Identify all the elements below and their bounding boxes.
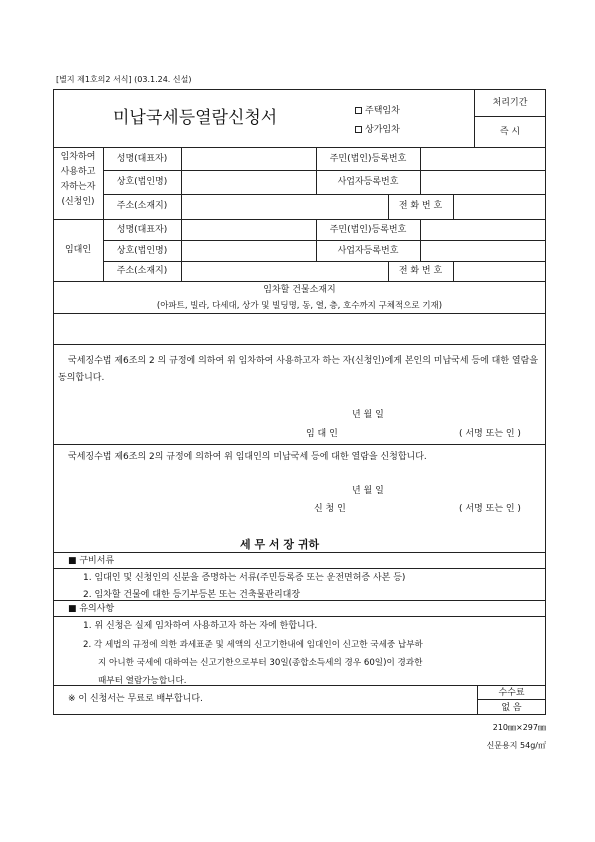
- page-title: 미납국세등열람신청서: [113, 108, 278, 128]
- documents-heading: ■ 구비서류: [68, 556, 115, 566]
- landlord-regno-label: 주민(법인)등록번호: [329, 225, 407, 235]
- landlord-bizno-label: 사업자등록번호: [337, 246, 399, 256]
- landlord-phone-label: 전 화 번 호: [398, 266, 443, 276]
- landlord-company-label: 상호(법인명): [116, 246, 168, 256]
- processing-label: 처리기간: [492, 98, 528, 108]
- option-commercial[interactable]: [355, 124, 400, 136]
- request-signer-label: 신 청 인: [314, 504, 346, 514]
- applicant-phone-field[interactable]: [455, 196, 544, 218]
- option-commercial-label: 상가임차: [365, 125, 400, 135]
- landlord-regno-field[interactable]: [422, 221, 544, 239]
- building-title: 임차할 건물소재지: [263, 285, 336, 295]
- landlord-bizno-field[interactable]: [422, 242, 544, 260]
- consent-sign-hint: ( 서명 또는 인 ): [459, 429, 521, 439]
- applicant-address-field[interactable]: [183, 196, 386, 218]
- notes-heading: ■ 유의사항: [68, 604, 115, 614]
- note-item-2-line-1: 2. 각 세법의 규정에 의한 과세표준 및 세액의 신고기한내에 임대인이 신고한 국세중 납부하: [83, 640, 423, 650]
- note-item-2-line-2: 지 아니한 국세에 대하여는 신고기한으로부터 30일(종합소득세의 경우 60일)이 경과한: [98, 658, 423, 668]
- form-code: [별지 제1호의2 서식] (03.1.24. 신설): [56, 75, 192, 84]
- applicant-regno-label: 주민(법인)등록번호: [329, 154, 407, 164]
- consent-signer-label: 임 대 인: [306, 429, 338, 439]
- consent-date: 년 월 일: [352, 410, 384, 420]
- applicant-address-label: 주소(소재지): [116, 201, 168, 211]
- applicant-bizno-label: 사업자등록번호: [337, 177, 399, 187]
- option-residential-label: 주택임차: [365, 106, 400, 116]
- applicant-name-label: 성명(대표자): [116, 154, 168, 164]
- landlord-phone-field[interactable]: [455, 263, 544, 280]
- landlord-address-field[interactable]: [183, 263, 386, 280]
- landlord-group-label: 임대인: [64, 245, 92, 255]
- applicant-regno-field[interactable]: [422, 149, 544, 169]
- checkbox-residential[interactable]: [355, 107, 362, 114]
- building-address-field[interactable]: [55, 315, 544, 342]
- consent-text: 국세징수법 제6조의 2 의 규정에 의하여 위 임차하여 사용하고자 하는 자(신청인)에게 본인의 미납국세 등에 대한 열람을 동의합니다.: [58, 356, 539, 383]
- applicant-group-label: 임차하여 사용하고 자하는자 (신청인): [60, 152, 96, 207]
- landlord-name-field[interactable]: [183, 221, 314, 239]
- paper-type: 신문용지 54g/㎡: [486, 741, 546, 750]
- processing-value: 즉 시: [499, 127, 521, 137]
- paper-size: 210㎜×297㎜: [492, 723, 546, 732]
- applicant-name-field[interactable]: [183, 149, 314, 169]
- fee-value: 없 음: [501, 703, 522, 713]
- request-text: 국세징수법 제6조의 2의 규정에 의하여 위 임대인의 미납국세 등에 대한 열람을 신청합니다.: [68, 452, 427, 462]
- recipient: 세 무 서 장 귀하: [240, 538, 320, 551]
- landlord-company-field[interactable]: [183, 242, 314, 260]
- checkbox-commercial[interactable]: [355, 126, 362, 133]
- applicant-company-label: 상호(법인명): [116, 177, 168, 187]
- request-date: 년 월 일: [352, 486, 384, 496]
- note-item-2-line-3: 때부터 열람가능합니다.: [98, 676, 187, 686]
- fee-label: 수수료: [498, 688, 525, 698]
- building-subtitle: (아파트, 빌라, 다세대, 상가 및 빌딩명, 동, 열, 층, 호수까지 구체적으로 기재): [156, 301, 443, 311]
- note-item-1: 1. 위 신청은 실제 임차하여 사용하고자 하는 자에 한합니다.: [83, 621, 318, 631]
- option-residential[interactable]: [355, 105, 400, 117]
- document-item-2: 2. 임차할 건물에 대한 등기부등본 또는 건축물관리대장: [83, 590, 301, 600]
- applicant-company-field[interactable]: [183, 172, 314, 193]
- footer-note: ※ 이 신청서는 무료로 배부합니다.: [68, 694, 203, 704]
- document-item-1: 1. 임대인 및 신청인의 신분을 증명하는 서류(주민등록증 또는 운전면허증 사본 등): [83, 573, 406, 583]
- applicant-bizno-field[interactable]: [422, 172, 544, 193]
- landlord-name-label: 성명(대표자): [116, 225, 168, 235]
- applicant-phone-label: 전 화 번 호: [398, 201, 443, 211]
- landlord-address-label: 주소(소재지): [116, 266, 168, 276]
- request-sign-hint: ( 서명 또는 인 ): [459, 504, 521, 514]
